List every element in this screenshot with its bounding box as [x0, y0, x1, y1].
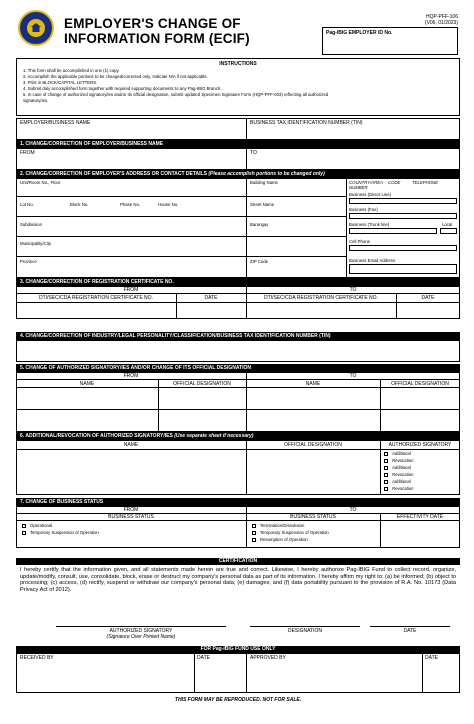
s5-to-designation-label: OFFICIAL DESIGNATION [391, 381, 449, 387]
barangay-label: Barangay [250, 222, 269, 227]
phase-label: Phase No. [120, 202, 141, 207]
checkbox-icon [384, 466, 388, 470]
checkbox-icon [384, 473, 388, 477]
fund-date-label: DATE [197, 655, 210, 661]
instruction-item: 3. Print in BLOCK/CAPITAL LETTERS. [23, 80, 98, 85]
s7-to-status-label: BUSINESS STATUS [290, 514, 336, 520]
telephone-label: TELEPHONE [412, 180, 439, 185]
received-by-label: RECEIVED BY [20, 655, 54, 661]
s3-to-date-field[interactable] [398, 304, 458, 318]
sig-label: AUTHORIZED SIGNATORY [109, 628, 173, 634]
s6-designation-field[interactable] [248, 451, 378, 493]
s3-from-date-field[interactable] [178, 304, 244, 318]
fund-use-header: FOR Pag-IBIG FUND USE ONLY [16, 646, 460, 653]
country-label: COUNTRY/AREA [349, 180, 383, 185]
unit-label: Unit/Room No., Floor [20, 180, 61, 185]
s6-option[interactable]: Additional [384, 465, 411, 470]
section-1-header: 1. CHANGE/CORRECTION OF EMPLOYER/BUSINESS NAME [16, 140, 460, 148]
instruction-item: 1. This form shall be accomplished in one (1) copy. [23, 68, 120, 73]
certification-text: I hereby certify that the information given, and all statements made herein are true and correct. Likewise, I hereby authorize Pag-IBIG Fund to collect record, organize, update/modify, consult, use, consolidate, block, erase or destruct my company's personal data as part of its information. I hereby affirm my right to: (a) be informed; (b) object to processing; (c) access, (d) rectify, suspend or withdraw our company's personal data; (e) damages; and (f) data portability pursuant to the provision of R.A. No. 10173 (Data Privacy Act of 2012). [20, 567, 456, 593]
certification-header: CERTIFICATION [16, 558, 460, 565]
pag-ibig-logo-icon [18, 10, 54, 46]
s7-from-option[interactable]: Temporary Suspension of Operation [22, 530, 99, 535]
fund-date2-field[interactable] [424, 662, 458, 692]
s6-name-field[interactable] [18, 451, 244, 493]
form-title-line2: INFORMATION FORM (ECIF) [64, 31, 250, 46]
designation-field[interactable] [250, 612, 360, 625]
s6-option[interactable]: Additional [384, 451, 411, 456]
instruction-item: signatory/ies. [23, 98, 49, 103]
street-label: Street Name [250, 202, 275, 207]
checkbox-icon [384, 480, 388, 484]
s6-option[interactable]: Revocation [384, 486, 414, 491]
s1-to-label: TO [250, 150, 257, 156]
s5-from-label: FROM [123, 373, 139, 379]
s7-to-option[interactable]: Resumption of Operation [252, 537, 308, 542]
s7-to-label: TO [349, 507, 357, 513]
section-4-header: 4. CHANGE/CORRECTION OF INDUSTRY/LEGAL PERSONALITY/CLASSIFICATION/BUSINESS TAX IDENTIFICATION NUMBER (TIN) [16, 332, 460, 340]
business-direct-field[interactable] [349, 198, 457, 204]
s5-from-name-label: NAME [79, 381, 95, 387]
tin-label: BUSINESS TAX IDENTIFICATION NUMBER (TIN) [250, 120, 363, 126]
s1-from-field[interactable] [18, 156, 244, 169]
section-6-header [16, 432, 460, 440]
signature-field[interactable] [56, 612, 226, 625]
employer-id-label: Pag-IBIG EMPLOYER ID No. [326, 30, 393, 36]
s7-effectivity-field[interactable] [382, 522, 458, 547]
s5-from-name-field[interactable] [18, 389, 156, 408]
s1-to-field[interactable] [248, 156, 458, 169]
s3-to-label: TO [349, 287, 357, 293]
code-label: CODE [388, 180, 401, 185]
checkbox-icon [252, 531, 256, 535]
email-field[interactable] [349, 264, 457, 274]
s6-option[interactable]: Additional [384, 479, 411, 484]
employer-name-label: EMPLOYER/BUSINESS NAME [20, 120, 91, 126]
s7-effectivity-label: EFFECTIVITY DATE [396, 514, 444, 520]
business-trunk-label: Business (Trunk line) [349, 222, 390, 227]
s5-to-name-label: NAME [305, 381, 321, 387]
s7-from-status-label: BUSINESS STATUS [108, 514, 154, 520]
section-5-header: 5. CHANGE OF AUTHORIZED SIGNATORY/IES AND/OR CHANGE OF ITS OFFICIAL DESIGNATION [16, 364, 460, 372]
tin-field[interactable] [248, 126, 458, 139]
form-title-line1: EMPLOYER'S CHANGE OF [64, 16, 241, 31]
approved-by-label: APPROVED BY [250, 655, 286, 661]
instruction-item: 4. Submit duly accomplished form together with required supporting documents to any Pag-IBIG Branch. [23, 86, 222, 91]
zip-label: ZIP Code [250, 259, 269, 264]
checkbox-icon [384, 487, 388, 491]
section-2-header [16, 170, 460, 178]
cert-date-field[interactable] [370, 612, 450, 625]
s5-from-designation-label: OFFICIAL DESIGNATION [173, 381, 231, 387]
s3-to-reg-label: DTI/SEC/CDA REGISTRATION CERTIFICATE NO. [264, 295, 378, 301]
s6-designation-label: OFFICIAL DESIGNATION [284, 442, 342, 448]
s3-to-date-label: DATE [421, 295, 435, 301]
fund-date-field[interactable] [196, 662, 244, 692]
instruction-item: 2. Accomplish the applicable portions to be changed/corrected only. Indicate N/A if not applicable. [23, 74, 208, 79]
s3-to-reg-field[interactable] [248, 304, 394, 318]
s3-from-date-label: DATE [204, 295, 218, 301]
checkbox-icon [22, 524, 26, 528]
s7-from-option[interactable]: Operational [22, 523, 52, 528]
checkbox-icon [384, 459, 388, 463]
checkbox-icon [252, 538, 256, 542]
cell-field[interactable] [349, 245, 457, 251]
section-7-header: 7. CHANGE OF BUSINESS STATUS [16, 498, 460, 506]
municipality-label: Municipality/City [20, 241, 52, 246]
employer-id-field[interactable] [322, 27, 458, 55]
s6-option[interactable]: Revocation [384, 472, 414, 477]
approved-by-field[interactable] [248, 662, 420, 692]
s5-from-designation-field[interactable] [160, 389, 244, 408]
designation-label: DESIGNATION [287, 628, 323, 634]
house-label: House No. [158, 202, 179, 207]
s5-to-label: TO [349, 373, 357, 379]
business-trunk-field[interactable] [349, 228, 437, 234]
province-label: Province [20, 259, 37, 264]
number-label: NUMBER [349, 185, 368, 190]
s7-from-label: FROM [123, 507, 139, 513]
instructions-box [16, 58, 460, 116]
ecif-form-page [16, 10, 460, 718]
s7-to-option[interactable]: Temporary Suspension of Operation [252, 530, 329, 535]
business-direct-label: Business (Direct Line) [349, 192, 392, 197]
s1-from-label: FROM [20, 150, 35, 156]
fund-date2-label: DATE [425, 655, 438, 661]
cert-date-label: DATE [403, 628, 417, 634]
section-4-field[interactable] [16, 340, 460, 362]
s2-title: 2. CHANGE/CORRECTION OF EMPLOYER'S ADDRESS OR CONTACT DETAILS [20, 171, 207, 177]
s6-title: 6. ADDITIONAL/REVOCATION OF AUTHORIZED SIGNATORY/IES [20, 433, 173, 439]
s7-to-option[interactable]: Termination/Dissolution [252, 523, 304, 528]
subdivision-label: Subdivision [20, 222, 42, 227]
checkbox-icon [252, 524, 256, 528]
instruction-item: 5. In case of change of authorized signatory/ies and/or its official designation, submit updated Specimen Signature Form (HQP-PFF-003) reflecting all authorized [23, 92, 329, 97]
checkbox-icon [22, 531, 26, 535]
s5-to-name-field[interactable] [248, 389, 378, 408]
received-by-field[interactable] [18, 662, 192, 692]
cell-label: Cell Phone [349, 239, 371, 244]
lot-label: Lot No. [20, 202, 34, 207]
block-label: Block No. [70, 202, 89, 207]
form-version: (V06, 01/2023) [424, 20, 458, 26]
local-field[interactable] [440, 228, 457, 234]
s6-auth-label: AUTHORIZED SIGNATORY [388, 442, 452, 448]
checkbox-icon [384, 452, 388, 456]
section-3-header: 3. CHANGE/CORRECTION OF REGISTRATION CERTIFICATE NO. [16, 278, 460, 286]
sig-sub-label: (Signature Over Printed Name) [106, 634, 176, 640]
s3-from-reg-field[interactable] [18, 304, 174, 318]
employer-name-field[interactable] [18, 126, 244, 139]
email-label: Business Email Address [349, 258, 396, 263]
s2-note: (Please accomplish portions to be changed only) [208, 171, 325, 177]
business-fax-label: Business (Fax) [349, 207, 378, 212]
s6-name-label: NAME [123, 442, 139, 448]
s5-to-designation-field[interactable] [382, 389, 458, 408]
s3-from-label: FROM [123, 287, 139, 293]
local-label: Local [442, 222, 453, 227]
s6-option[interactable]: Revocation [384, 458, 414, 463]
instructions-heading: INSTRUCTIONS [219, 61, 257, 67]
building-label: Building Name [250, 180, 278, 185]
s3-from-reg-label: DTI/SEC/CDA REGISTRATION CERTIFICATE NO. [39, 295, 153, 301]
form-code: HQP-PFF-106 [426, 14, 458, 20]
s6-note: (Use separate sheet if necessary) [174, 433, 254, 439]
footer-note: THIS FORM MAY BE REPRODUCED. NOT FOR SALE. [174, 697, 302, 703]
business-fax-field[interactable] [349, 213, 457, 219]
